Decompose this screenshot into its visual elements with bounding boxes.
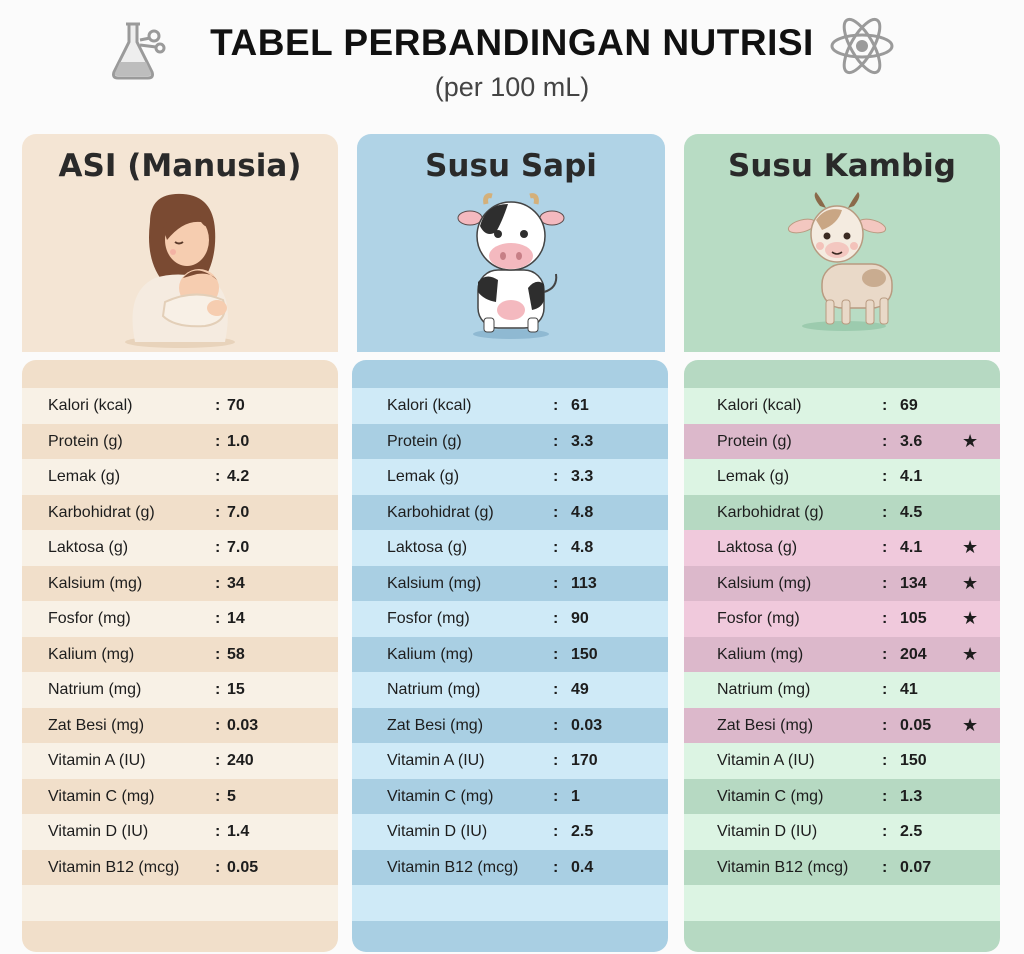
- table-row: [22, 850, 338, 886]
- separator-colon: :: [553, 787, 559, 805]
- nutrient-label: Karbohidrat (g): [387, 503, 494, 521]
- nutrient-value: 0.4: [571, 858, 594, 876]
- nutrient-value: 58: [227, 645, 245, 663]
- nutrient-label: Kalori (kcal): [387, 397, 472, 414]
- nutrient-value: 14: [227, 610, 245, 627]
- page-subtitle: (per 100 mL): [434, 72, 590, 102]
- separator-colon: :: [882, 503, 888, 521]
- separator-colon: :: [215, 539, 221, 556]
- column-header-susu-kambig: [684, 134, 1000, 352]
- table-row: [22, 388, 338, 424]
- nutrient-label: Protein (g): [48, 432, 123, 450]
- separator-colon: :: [553, 645, 559, 663]
- separator-colon: :: [553, 539, 559, 556]
- table-row: [22, 743, 338, 779]
- separator-colon: :: [215, 432, 221, 450]
- nutrient-label: Laktosa (g): [717, 539, 798, 556]
- nutrient-value: 5: [227, 787, 236, 805]
- nutrient-label: Fosfor (mg): [717, 610, 800, 627]
- table-row: [22, 672, 338, 708]
- nutrient-label: Protein (g): [717, 432, 792, 450]
- separator-colon: :: [882, 823, 888, 840]
- separator-colon: :: [553, 716, 559, 734]
- nutrient-value: 0.05: [227, 858, 259, 876]
- nutrient-label: Kalsium (mg): [387, 574, 482, 592]
- cow-illustration: [456, 192, 566, 347]
- nutrient-label: Kalium (mg): [717, 645, 804, 663]
- nutrition-table-susu-sapi: [352, 360, 668, 952]
- nutrient-value: 41: [900, 681, 918, 698]
- nutrient-label: Lemak (g): [717, 468, 790, 485]
- nutrient-value: 134: [900, 574, 927, 592]
- nutrient-label: Karbohidrat (g): [717, 503, 824, 521]
- nutrient-label: Kalsium (mg): [48, 574, 143, 592]
- nutrient-label: Vitamin B12 (mcg): [717, 858, 849, 876]
- separator-colon: :: [215, 503, 221, 521]
- nutrient-label: Vitamin A (IU): [48, 752, 146, 769]
- star-icon: ★: [962, 430, 979, 451]
- separator-colon: :: [882, 397, 888, 414]
- table-row: [352, 850, 668, 886]
- nutrient-label: Karbohidrat (g): [48, 503, 155, 521]
- separator-colon: :: [553, 574, 559, 592]
- table-row: [352, 779, 668, 815]
- nutrient-value: 90: [571, 610, 589, 627]
- table-row: [22, 814, 338, 850]
- nutrient-label: Natrium (mg): [48, 681, 142, 698]
- nutrient-value: 2.5: [571, 823, 594, 840]
- table-row: [22, 601, 338, 637]
- nutrient-label: Vitamin C (mg): [387, 787, 494, 805]
- nutrient-label: Vitamin A (IU): [717, 752, 815, 769]
- star-icon: ★: [962, 643, 979, 664]
- page-title: TABEL PERBANDINGAN NUTRISI: [210, 22, 814, 63]
- table-row: [352, 637, 668, 673]
- nutrient-label: Fosfor (mg): [48, 610, 131, 627]
- nutrient-value: 15: [227, 681, 245, 698]
- nutrient-value: 7.0: [227, 503, 250, 521]
- star-icon: ★: [962, 572, 979, 593]
- separator-colon: :: [882, 432, 888, 450]
- nutrient-label: Vitamin C (mg): [48, 787, 155, 805]
- separator-colon: :: [215, 468, 221, 485]
- nutrient-label: Vitamin C (mg): [717, 787, 824, 805]
- separator-colon: :: [215, 858, 221, 876]
- table-row: [684, 637, 1000, 673]
- separator-colon: :: [215, 752, 221, 769]
- nutrient-value: 61: [571, 397, 589, 414]
- nutrient-label: Lemak (g): [48, 468, 121, 485]
- table-row: [352, 424, 668, 460]
- column-header-asi-manusia: [22, 134, 338, 352]
- separator-colon: :: [215, 787, 221, 805]
- nutrient-label: Zat Besi (mg): [387, 716, 484, 734]
- nutrient-value: 3.6: [900, 432, 923, 450]
- table-row: [352, 672, 668, 708]
- separator-colon: :: [882, 752, 888, 769]
- separator-colon: :: [215, 610, 221, 627]
- separator-colon: :: [215, 397, 221, 414]
- separator-colon: :: [215, 681, 221, 698]
- separator-colon: :: [553, 858, 559, 876]
- table-row: [352, 814, 668, 850]
- nutrient-value: 4.1: [900, 539, 923, 556]
- nutrient-label: Kalori (kcal): [717, 397, 802, 414]
- table-row: [22, 637, 338, 673]
- nutrient-value: 49: [571, 681, 589, 698]
- nutrient-value: 4.1: [900, 468, 923, 485]
- nutrient-label: Natrium (mg): [717, 681, 811, 698]
- star-icon: ★: [962, 714, 979, 735]
- nutrient-value: 4.8: [571, 503, 594, 521]
- nutrient-value: 0.03: [571, 716, 603, 734]
- separator-colon: :: [882, 468, 888, 485]
- table-row: [684, 459, 1000, 495]
- nutrient-value: 1.3: [900, 787, 923, 805]
- nutrient-value: 105: [900, 610, 927, 627]
- separator-colon: :: [882, 574, 888, 592]
- nutrient-value: 0.05: [900, 716, 932, 734]
- nutrient-label: Vitamin A (IU): [387, 752, 485, 769]
- table-row: [684, 743, 1000, 779]
- nutrient-label: Kalsium (mg): [717, 574, 812, 592]
- nutrient-value: 113: [571, 574, 597, 592]
- table-row: [684, 388, 1000, 424]
- separator-colon: :: [553, 503, 559, 521]
- nutrient-value: 0.03: [227, 716, 259, 734]
- nutrient-value: 150: [571, 645, 598, 663]
- nutrient-label: Kalori (kcal): [48, 397, 133, 414]
- table-row-empty: [684, 885, 1000, 921]
- table-row: [352, 601, 668, 637]
- nutrient-label: Lemak (g): [387, 468, 460, 485]
- table-row: [352, 459, 668, 495]
- separator-colon: :: [553, 752, 559, 769]
- table-row: [352, 708, 668, 744]
- nutrient-value: 240: [227, 752, 254, 769]
- nutrient-value: 7.0: [227, 539, 250, 556]
- nutrient-value: 1.0: [227, 432, 250, 450]
- separator-colon: :: [553, 432, 559, 450]
- nutrient-value: 0.07: [900, 858, 932, 876]
- nutrient-label: Zat Besi (mg): [48, 716, 145, 734]
- nutrient-value: 69: [900, 397, 918, 414]
- table-row: [684, 708, 1000, 744]
- nutrient-value: 70: [227, 397, 245, 414]
- column-title: Susu Kambig: [728, 148, 956, 184]
- nutrient-value: 3.3: [571, 468, 594, 485]
- nutrient-value: 4.2: [227, 468, 250, 485]
- table-row: [684, 424, 1000, 460]
- nutrient-value: 204: [900, 645, 927, 663]
- nutrient-label: Protein (g): [387, 432, 462, 450]
- table-row: [352, 530, 668, 566]
- table-row: [684, 601, 1000, 637]
- nutrient-label: Vitamin B12 (mcg): [48, 858, 180, 876]
- nutrition-table-asi-manusia: [22, 360, 338, 952]
- goat-illustration: [782, 192, 902, 337]
- page-header: [0, 0, 1024, 125]
- table-row: [22, 495, 338, 531]
- table-row: [352, 566, 668, 602]
- table-row: [22, 530, 338, 566]
- separator-colon: :: [882, 787, 888, 805]
- nutrition-table-susu-kambig: [684, 360, 1000, 952]
- table-row: [684, 566, 1000, 602]
- nutrient-label: Natrium (mg): [387, 681, 481, 698]
- table-row-empty: [352, 885, 668, 921]
- table-row: [22, 424, 338, 460]
- mother-baby-illustration: [105, 192, 255, 352]
- table-row: [684, 850, 1000, 886]
- nutrient-label: Vitamin D (IU): [717, 823, 818, 840]
- separator-colon: :: [553, 397, 559, 414]
- nutrient-label: Kalium (mg): [48, 645, 135, 663]
- separator-colon: :: [882, 610, 888, 627]
- nutrient-value: 2.5: [900, 823, 923, 840]
- table-row: [352, 388, 668, 424]
- separator-colon: :: [882, 681, 888, 698]
- nutrient-value: 1.4: [227, 823, 250, 840]
- table-row-empty: [22, 885, 338, 921]
- table-row: [352, 495, 668, 531]
- nutrient-label: Kalium (mg): [387, 645, 474, 663]
- star-icon: ★: [962, 537, 979, 557]
- nutrient-label: Fosfor (mg): [387, 610, 470, 627]
- separator-colon: :: [215, 574, 221, 592]
- nutrient-value: 3.3: [571, 432, 594, 450]
- separator-colon: :: [553, 823, 559, 840]
- column-title: ASI (Manusia): [58, 148, 302, 184]
- nutrient-label: Vitamin B12 (mcg): [387, 858, 519, 876]
- table-row: [22, 459, 338, 495]
- nutrient-value: 170: [571, 752, 598, 769]
- nutrient-value: 34: [227, 574, 245, 592]
- column-header-susu-sapi: [357, 134, 665, 352]
- nutrient-value: 1: [571, 787, 580, 805]
- nutrient-value: 4.5: [900, 503, 923, 521]
- separator-colon: :: [553, 681, 559, 698]
- table-row: [22, 779, 338, 815]
- star-icon: ★: [962, 608, 979, 628]
- nutrient-label: Laktosa (g): [48, 539, 129, 556]
- nutrient-label: Vitamin D (IU): [387, 823, 488, 840]
- table-row: [684, 672, 1000, 708]
- column-title: Susu Sapi: [425, 148, 597, 184]
- separator-colon: :: [215, 823, 221, 840]
- nutrient-label: Zat Besi (mg): [717, 716, 814, 734]
- table-row: [684, 814, 1000, 850]
- nutrient-label: Vitamin D (IU): [48, 823, 149, 840]
- separator-colon: :: [553, 468, 559, 485]
- separator-colon: :: [215, 645, 221, 663]
- separator-colon: :: [215, 716, 221, 734]
- table-row: [684, 779, 1000, 815]
- table-row: [684, 495, 1000, 531]
- atom-icon: [828, 12, 896, 80]
- table-row: [22, 708, 338, 744]
- separator-colon: :: [882, 858, 888, 876]
- separator-colon: :: [882, 716, 888, 734]
- table-row: [684, 530, 1000, 566]
- table-row: [22, 566, 338, 602]
- separator-colon: :: [882, 645, 888, 663]
- separator-colon: :: [553, 610, 559, 627]
- table-row: [352, 743, 668, 779]
- separator-colon: :: [882, 539, 888, 556]
- nutrient-value: 4.8: [571, 539, 594, 556]
- nutrient-value: 150: [900, 752, 927, 769]
- nutrient-label: Laktosa (g): [387, 539, 468, 556]
